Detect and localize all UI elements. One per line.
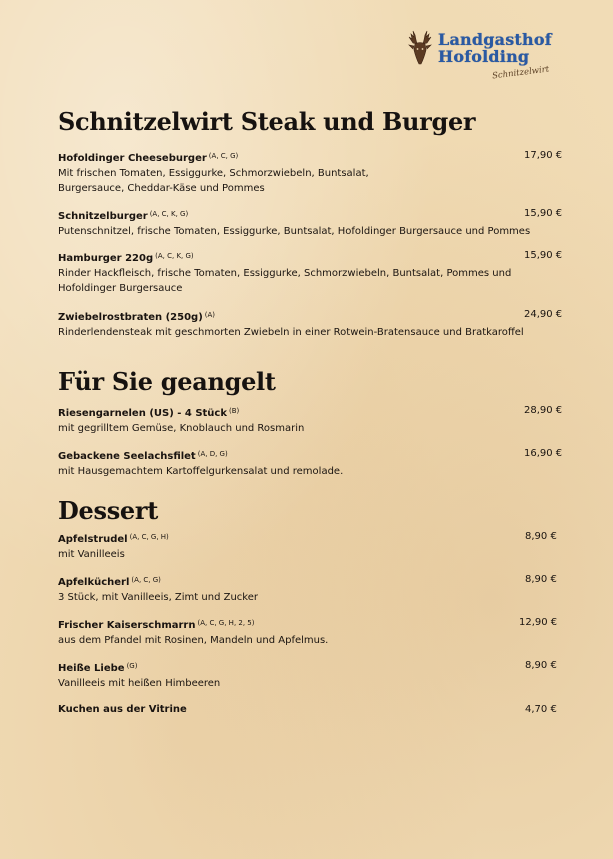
menu-item [58, 659, 563, 691]
item-description: Putenschnitzel, frische Tomaten, Essiggurke, Buntsalat, Hofoldinger Burgersauce und Pommes [58, 226, 531, 237]
item-price: 24,90 € [524, 309, 563, 320]
item-price: 8,90 € [525, 660, 557, 671]
allergen-codes: (A, C, G) [208, 152, 239, 160]
item-price: 4,70 € [525, 704, 557, 715]
allergen-codes: (A, D, G) [197, 450, 228, 458]
logo-line-1: Landgasthof [438, 30, 552, 49]
menu-item [58, 207, 563, 239]
menu-item [58, 249, 563, 296]
item-name: Frischer Kaiserschmarrn $^{(A, C, G, H, 2, 5)}$ [58, 619, 255, 631]
item-price: 17,90 € [524, 150, 563, 161]
item-name: Hamburger 220g $^{(A, C, K, G)}$ [58, 252, 194, 264]
item-description: mit gegrilltem Gemüse, Knoblauch und Rosmarin [58, 423, 305, 434]
item-name: Kuchen aus der Vitrine [58, 704, 187, 715]
section-heading-burger: Schnitzelwirt Steak und Burger [58, 107, 476, 136]
allergen-codes: (A, C, K, G) [155, 252, 194, 260]
item-description: 3 Stück, mit Vanilleeis, Zimt und Zucker [58, 592, 258, 603]
item-price: 16,90 € [524, 448, 563, 459]
item-description: Rinderlendensteak mit geschmorten Zwiebeln in einer Rotwein-Bratensauce und Bratkaroffel [58, 327, 524, 338]
menu-item [58, 404, 563, 436]
item-price: 8,90 € [525, 574, 557, 585]
menu-item [58, 573, 563, 605]
item-description: Vanilleeis mit heißen Himbeeren [58, 678, 221, 689]
item-name: Hofoldinger Cheeseburger $^{(A, C, G)}$ [58, 152, 239, 164]
item-description: Mit frischen Tomaten, Essiggurke, Schmorzwiebeln, Buntsalat, Burgersauce, Cheddar-Käse und Pommes [58, 168, 369, 194]
item-price: 12,90 € [519, 617, 558, 628]
allergen-codes: (B) [229, 407, 240, 415]
item-price: 15,90 € [524, 208, 563, 219]
menu-item [58, 308, 563, 340]
allergen-codes: (A, C, G) [131, 576, 161, 584]
item-description: mit Vanilleeis [58, 549, 125, 560]
item-name: Apfelkücherl $^{(A, C, G)}$ [58, 576, 161, 588]
allergen-codes: (A, C, G, H) [129, 533, 169, 541]
item-price: 15,90 € [524, 250, 563, 261]
logo-line-2: Hofolding [438, 47, 530, 66]
item-description: mit Hausgemachtem Kartoffelgurkensalat und remolade. [58, 466, 344, 477]
allergen-codes: (G) [126, 662, 138, 670]
menu-item [58, 149, 563, 196]
restaurant-logo [402, 26, 562, 86]
section-heading-dessert: Dessert [58, 496, 159, 525]
menu-item [58, 703, 563, 717]
menu-item [58, 447, 563, 479]
menu-item [58, 616, 563, 648]
item-name: Zwiebelrostbraten (250g) $^{(A)}$ [58, 311, 216, 323]
item-price: 28,90 € [524, 405, 563, 416]
allergen-codes: (A) [204, 311, 216, 319]
item-name: Gebackene Seelachsfilet $^{(A, D, G)}$ [58, 450, 228, 462]
allergen-codes: (A, C, K, G) [149, 210, 189, 218]
section-heading-fish: Für Sie geangelt [58, 367, 276, 396]
stag-head-icon [404, 28, 436, 70]
item-name: Riesengarnelen (US) - 4 Stück $^{(B)}$ [58, 407, 240, 419]
menu-item [58, 530, 563, 562]
item-name: Schnitzelburger $^{(A, C, K, G)}$ [58, 210, 189, 222]
item-name: Heiße Liebe $^{(G)}$ [58, 662, 138, 674]
item-name: Apfelstrudel $^{(A, C, G, H)}$ [58, 533, 169, 545]
allergen-codes: (A, C, G, H, 2, 5) [197, 619, 255, 627]
logo-tagline: Schnitzelwirt [491, 64, 550, 82]
item-description: Rinder Hackfleisch, frische Tomaten, Essiggurke, Schmorzwiebeln, Buntsalat, Pommes und Hofoldinger Burgersauce [58, 268, 512, 294]
item-price: 8,90 € [525, 531, 557, 542]
item-description: aus dem Pfandel mit Rosinen, Mandeln und Apfelmus. [58, 635, 329, 646]
